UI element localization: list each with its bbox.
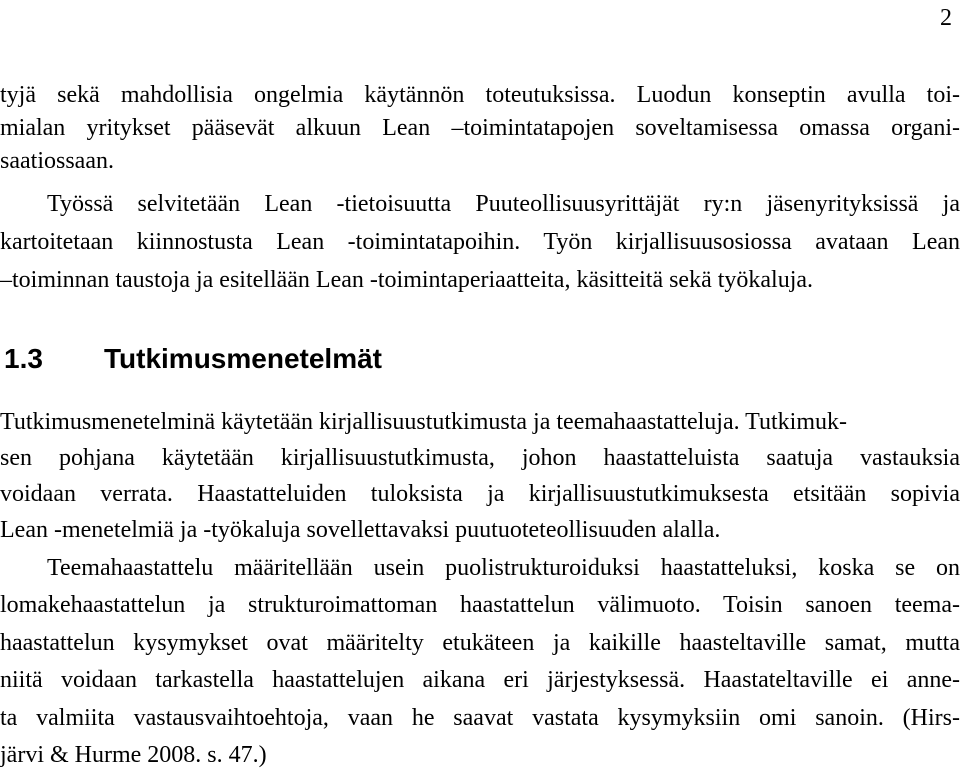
page-number: 2 <box>940 5 952 31</box>
text-line: –toiminnan taustoja ja esitellään Lean -toimintaperiaatteita, käsitteitä sekä työkaluja. <box>0 267 814 293</box>
section-title: Tutkimusmenetelmät <box>104 343 382 374</box>
text-line: niitä voidaan tarkastella haastattelujen aikana eri järjestyksessä. Haastateltaville ei anne- <box>0 667 960 693</box>
section-number: 1.3 <box>4 343 43 374</box>
text-line: haastattelun kysymykset ovat määritelty etukäteen ja kaikille haasteltaville samat, mutta <box>0 630 960 656</box>
text-line: voidaan verrata. Haastatteluiden tuloksista ja kirjallisuustutkimuksesta etsitään sopivia <box>0 481 960 507</box>
text-line: kartoitetaan kiinnostusta Lean -toimintatapoihin. Työn kirjallisuusosiossa avataan Lean <box>0 229 960 255</box>
text-line: ta valmiita vastausvaihtoehtoja, vaan he saavat vastata kysymyksiin omi sanoin. (Hirs- <box>0 705 960 731</box>
text-line: järvi & Hurme 2008. s. 47.) <box>0 742 267 768</box>
text-line: tyjä sekä mahdollisia ongelmia käytännön toteutuksissa. Luodun konseptin avulla toi- <box>0 82 960 108</box>
text-line: Lean -menetelmiä ja -työkaluja sovellettavaksi puutuoteteollisuuden alalla. <box>0 517 721 543</box>
text-line: Teemahaastattelu määritellään usein puolistrukturoiduksi haastatteluksi, koska se on <box>47 555 960 581</box>
text-line: lomakehaastattelun ja strukturoimattoman haastattelun välimuoto. Toisin sanoen teema- <box>0 592 960 618</box>
text-line: Työssä selvitetään Lean -tietoisuutta Puuteollisuusyrittäjät ry:n jäsenyrityksissä ja <box>47 191 960 217</box>
text-line: saatiossaan. <box>0 148 114 174</box>
text-line: Tutkimusmenetelminä käytetään kirjallisuustutkimusta ja teemahaastatteluja. Tutkimuk- <box>0 409 847 435</box>
text-line: mialan yritykset pääsevät alkuun Lean –toimintatapojen soveltamisessa omassa organi- <box>0 115 960 141</box>
section-heading <box>4 341 382 377</box>
text-line: sen pohjana käytetään kirjallisuustutkimusta, johon haastatteluista saatuja vastauksia <box>0 445 960 471</box>
